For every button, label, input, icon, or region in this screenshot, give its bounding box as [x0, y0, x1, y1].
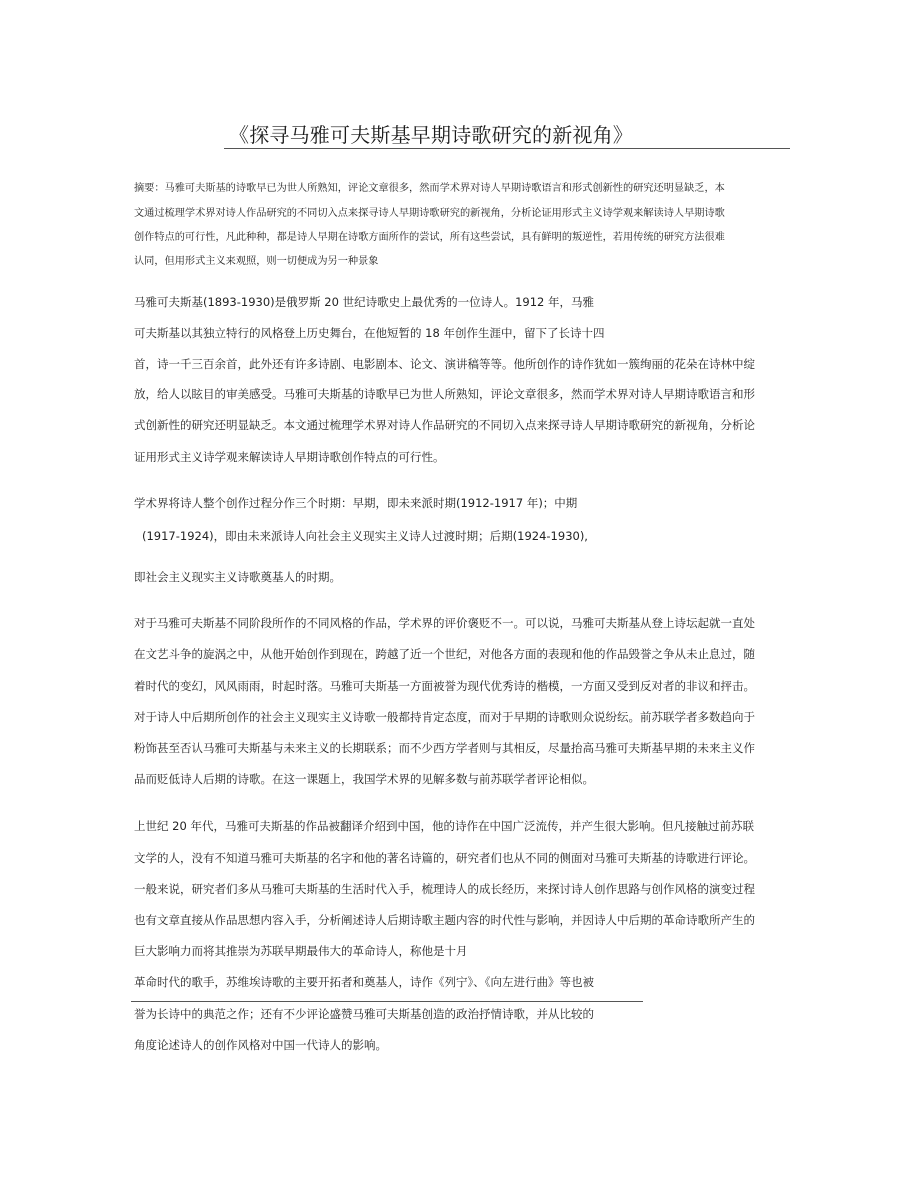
paragraph-line: 角度论述诗人的创作风格对中国一代诗人的影响。 [134, 1038, 387, 1052]
abstract-line: 创作特点的可行性，凡此种种，都是诗人早期在诗歌方面所作的尝试，所有这些尝试，具有鲜明的叛逆性，若用传统的研究方法很难 [134, 232, 725, 243]
paragraph-line: 着时代的变幻，风风雨雨，时起时落。马雅可夫斯基一方面被誉为现代优秀诗的楷模，一方面又受到反对者的非议和抨击。 [134, 679, 755, 693]
paragraph-line: 上世纪 20 年代，马雅可夫斯基的作品被翻译介绍到中国，他的诗作在中国广泛流传，并产生很大影响。但凡接触过前苏联 [134, 819, 754, 833]
paragraph-line: 也有文章直接从作品思想内容入手，分析阐述诗人后期诗歌主题内容的时代性与影响，并因诗人中后期的革命诗歌所产生的 [134, 913, 755, 927]
paragraph-line: 首，诗一千三百余首，此外还有许多诗剧、电影剧本、论文、演讲稿等等。他所创作的诗作犹如一簇绚丽的花朵在诗林中绽 [134, 357, 755, 371]
paragraph-line: 对于马雅可夫斯基不同阶段所作的不同风格的作品，学术界的评价褒贬不一。可以说，马雅可夫斯基从登上诗坛起就一直处 [134, 616, 755, 630]
paragraph-line: 一般来说，研究者们多从马雅可夫斯基的生活时代入手，梳理诗人的成长经历，来探讨诗人创作思路与创作风格的演变过程 [134, 882, 755, 896]
paragraph-line: 文学的人，没有不知道马雅可夫斯基的名字和他的著名诗篇的，研究者们也从不同的侧面对马雅可夫斯基的诗歌进行评论。 [134, 851, 755, 865]
paragraph-line: 即社会主义现实主义诗歌奠基人的时期。 [134, 570, 341, 584]
paragraph-line: 品而贬低诗人后期的诗歌。在这一课题上，我国学术界的见解多数与前苏联学者评论相似。 [134, 772, 594, 786]
paragraph-line: 革命时代的歌手，苏维埃诗歌的主要开拓者和奠基人，诗作《列宁》、《向左进行曲》等也被 [134, 975, 594, 989]
paragraph-line: 马雅可夫斯基(1893-1930)是俄罗斯 20 世纪诗歌史上最优秀的一位诗人。1912 年，马雅 [134, 295, 595, 309]
paragraph-line: 式创新性的研究还明显缺乏。本文通过梳理学术界对诗人作品研究的不同切入点来探寻诗人早期诗歌研究的新视角，分析论 [134, 418, 755, 432]
paragraph-line: 证用形式主义诗学观来解读诗人早期诗歌创作特点的可行性。 [134, 450, 445, 464]
abstract-line: 文通过梳理学术界对诗人作品研究的不同切入点来探寻诗人早期诗歌研究的新视角，分析论证用形式主义诗学观来解读诗人早期诗歌 [134, 208, 725, 219]
abstract-line: 认同，但用形式主义来观照，则一切便成为另一种景象 [134, 256, 379, 267]
horizontal-rule [131, 1001, 643, 1002]
paragraph-line: 可夫斯基以其独立特行的风格登上历史舞台，在他短暂的 18 年创作生涯中，留下了长诗十四 [134, 326, 605, 340]
paragraph-line: 在文艺斗争的旋涡之中，从他开始创作到现在，跨越了近一个世纪，对他各方面的表现和他的作品毁誉之争从未止息过，随 [134, 647, 755, 661]
abstract-line: 摘要：马雅可夫斯基的诗歌早已为世人所熟知，评论文章很多，然而学术界对诗人早期诗歌语言和形式创新性的研究还明显缺乏，本 [134, 183, 725, 194]
paragraph-line: 巨大影响力而将其推崇为苏联早期最伟大的革命诗人，称他是十月 [134, 944, 468, 958]
paragraph-line: 学术界将诗人整个创作过程分作三个时期：早期，即未来派时期(1912-1917 年)；中期 [134, 496, 578, 510]
paragraph-line: 对于诗人中后期所创作的社会主义现实主义诗歌一般都持肯定态度，而对于早期的诗歌则众说纷纭。前苏联学者多数趋向于 [134, 710, 755, 724]
paragraph-line: 粉饰甚至否认马雅可夫斯基与未来主义的长期联系；而不少西方学者则与其相反，尽量抬高马雅可夫斯基早期的未来主义作 [134, 741, 755, 755]
paragraph-line: (1917-1924)，即由未来派诗人向社会主义现实主义诗人过渡时期；后期(1924-1930), [142, 529, 588, 543]
title-underline [224, 148, 790, 149]
paragraph-line: 誉为长诗中的典范之作；还有不少评论盛赞马雅可夫斯基创造的政治抒情诗歌，并从比较的 [134, 1007, 594, 1021]
document-title: 《探寻马雅可夫斯基早期诗歌研究的新视角》 [229, 123, 633, 147]
paragraph-line: 放，给人以眩目的审美感受。马雅可夫斯基的诗歌早已为世人所熟知，评论文章很多，然而学术界对诗人早期诗歌语言和形 [134, 387, 755, 401]
